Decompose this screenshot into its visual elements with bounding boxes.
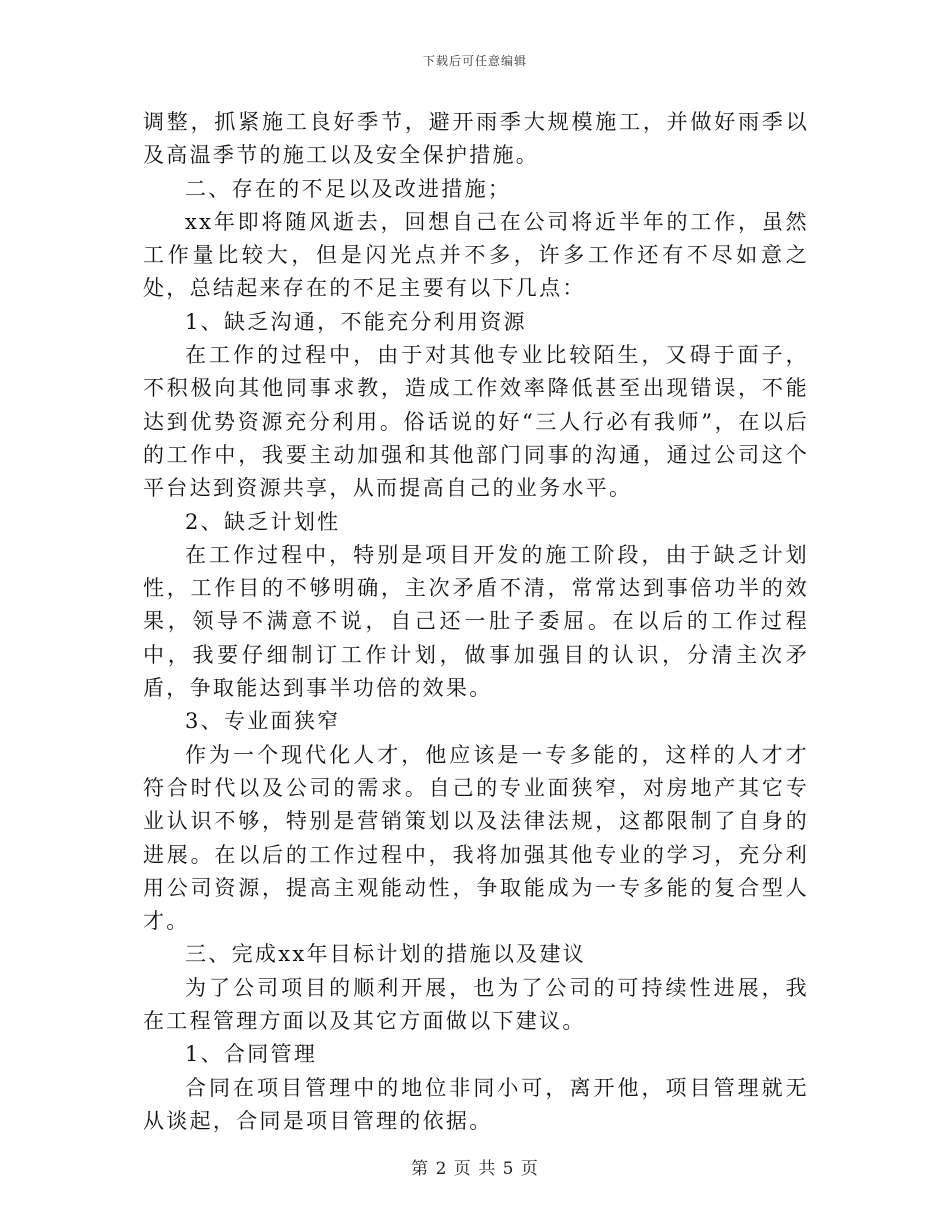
paragraph: 合同在项目管理中的地位非同小可，离开他，项目管理就无从谈起，合同是项目管理的依据。 xyxy=(143,1075,809,1133)
page-number-footer xyxy=(0,1154,950,1179)
page-number-text: 第 2 页 共 5 页 xyxy=(411,1159,539,1179)
paragraph: 为了公司项目的顺利开展，也为了公司的可持续性进展，我在工程管理方面以及其它方面做以下建议。 xyxy=(143,975,809,1034)
section-heading: 二、存在的不足以及改进措施； xyxy=(185,176,512,201)
paragraph: 调整，抓紧施工良好季节，避开雨季大规模施工，并做好雨季以及高温季节的施工以及安全保护措施。 xyxy=(143,110,809,168)
subsection-heading: 1、合同管理 xyxy=(185,1042,318,1067)
subsection-heading: 3、专业面狭窄 xyxy=(185,709,341,734)
paragraph: 在工作过程中，特别是项目开发的施工阶段，由于缺乏计划性，工作目的不够明确，主次矛盾不清，常常达到事倍功半的效果，领导不满意不说，自己还一肚子委屈。在以后的工作过程中，我要仔细制订工作计划，做事加强目的认识，分清主次矛盾，争取能达到事半功倍的效果。 xyxy=(143,542,809,701)
document-body xyxy=(143,106,809,1138)
page-header: 下载后可任意编辑 xyxy=(422,54,527,68)
paragraph: 作为一个现代化人才，他应该是一专多能的，这样的人才才符合时代以及公司的需求。自己的专业面狭窄，对房地产其它专业认识不够，特别是营销策划以及法律法规，这都限制了自身的进展。在以后的工作过程中，我将加强其他专业的学习，充分利用公司资源，提高主观能动性，争取能成为一专多能的复合型人才。 xyxy=(143,742,809,934)
subsection-heading: 2、缺乏计划性 xyxy=(185,509,341,534)
section-heading: 三、完成xx年目标计划的措施以及建议 xyxy=(185,942,587,967)
subsection-heading: 1、缺乏沟通，不能充分利用资源 xyxy=(185,309,527,334)
paragraph: xx年即将随风逝去，回想自己在公司将近半年的工作，虽然工作量比较大，但是闪光点并不多，许多工作还有不尽如意之处，总结起来存在的不足主要有以下几点： xyxy=(143,209,809,301)
paragraph: 在工作的过程中，由于对其他专业比较陌生，又碍于面子，不积极向其他同事求教，造成工作效率降低甚至出现错误，不能达到优势资源充分利用。俗话说的好“三人行必有我师”，在以后的工作中，我要主动加强和其他部门同事的沟通，通过公司这个平台达到资源共享，从而提高自己的业务水平。 xyxy=(143,343,809,501)
